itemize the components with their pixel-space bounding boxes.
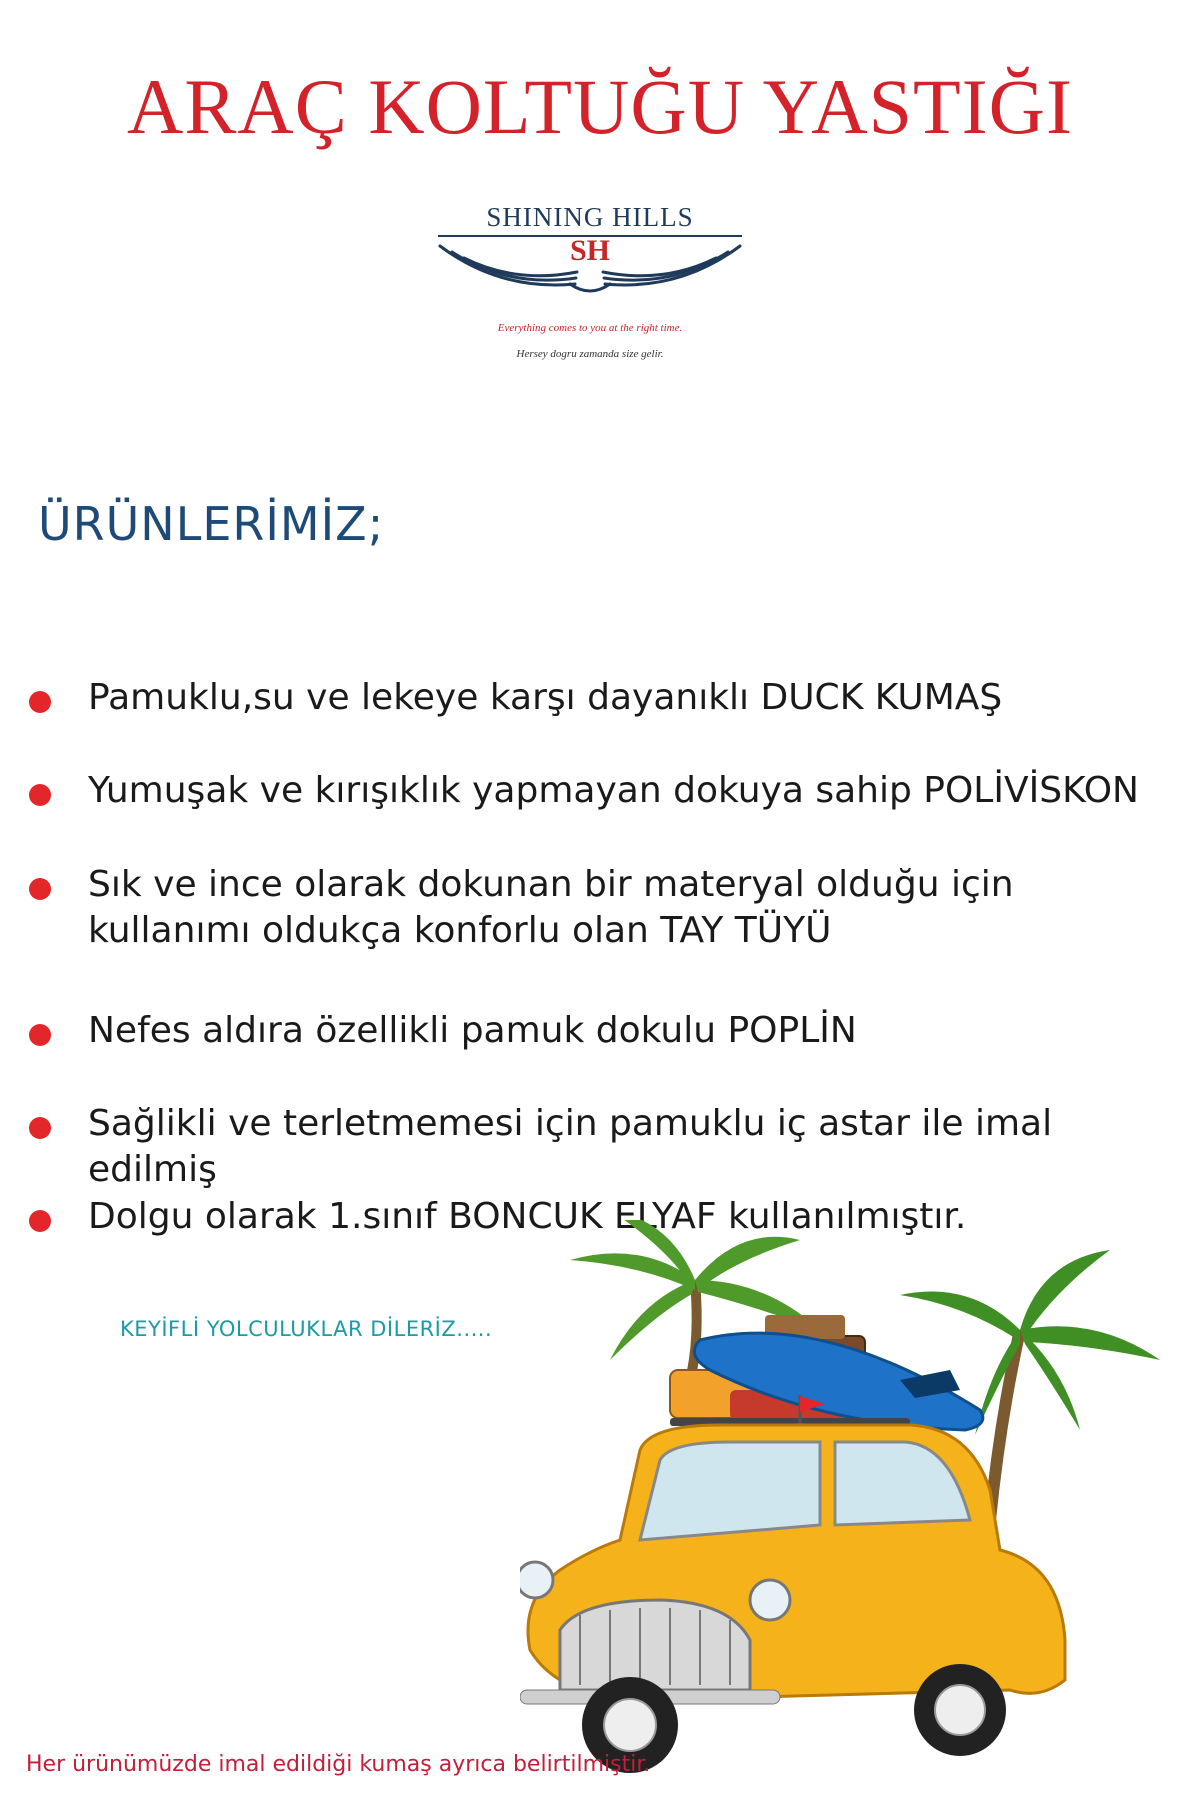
wish-text: KEYİFLİ YOLCULUKLAR DİLERİZ..... [120,1317,493,1341]
bullet-icon [29,1024,51,1046]
bullet-icon [29,1117,51,1139]
car-illustration [520,1220,1200,1780]
products-heading: ÜRÜNLERİMİZ; [38,497,385,551]
footer-note: Her ürünümüzde imal edildiği kumaş ayrıca belirtilmiştir. [26,1752,651,1777]
feature-text: Dolgu olarak 1.sınıf BONCUK ELYAF kullanılmıştır. [88,1196,967,1237]
logo-tagline-english: Everything comes to you at the right time. [497,322,683,334]
bullet-icon [29,878,51,900]
bullet-icon [29,1210,51,1232]
logo-monogram: SH [569,234,611,267]
feature-text: Sık ve ince olarak dokunan bir materyal olduğu için kullanımı oldukça konforlu olan TAY TÜYÜ [88,864,1014,951]
brand-logo [430,202,750,372]
feature-text: Sağlikli ve terletmemesi için pamuklu iç astar ile imal edilmiş [88,1103,1053,1190]
wings-icon [430,236,750,296]
feature-text: Pamuklu,su ve lekeye karşı dayanıklı DUCK KUMAŞ [88,677,1003,718]
logo-brand-name: SHINING HILLS [486,202,694,232]
feature-text: Yumuşak ve kırışıklık yapmayan dokuya sahip POLİVİSKON [88,770,1139,811]
logo-tagline-turkish: Hersey dogru zamanda size gelir. [516,348,664,360]
bullet-icon [29,691,51,713]
feature-text: Nefes aldıra özellikli pamuk dokulu POPLİN [88,1010,857,1051]
car-icon [520,1425,1065,1773]
bullet-icon [29,784,51,806]
page-title: ARAÇ KOLTUĞU YASTIĞI [127,63,1073,150]
